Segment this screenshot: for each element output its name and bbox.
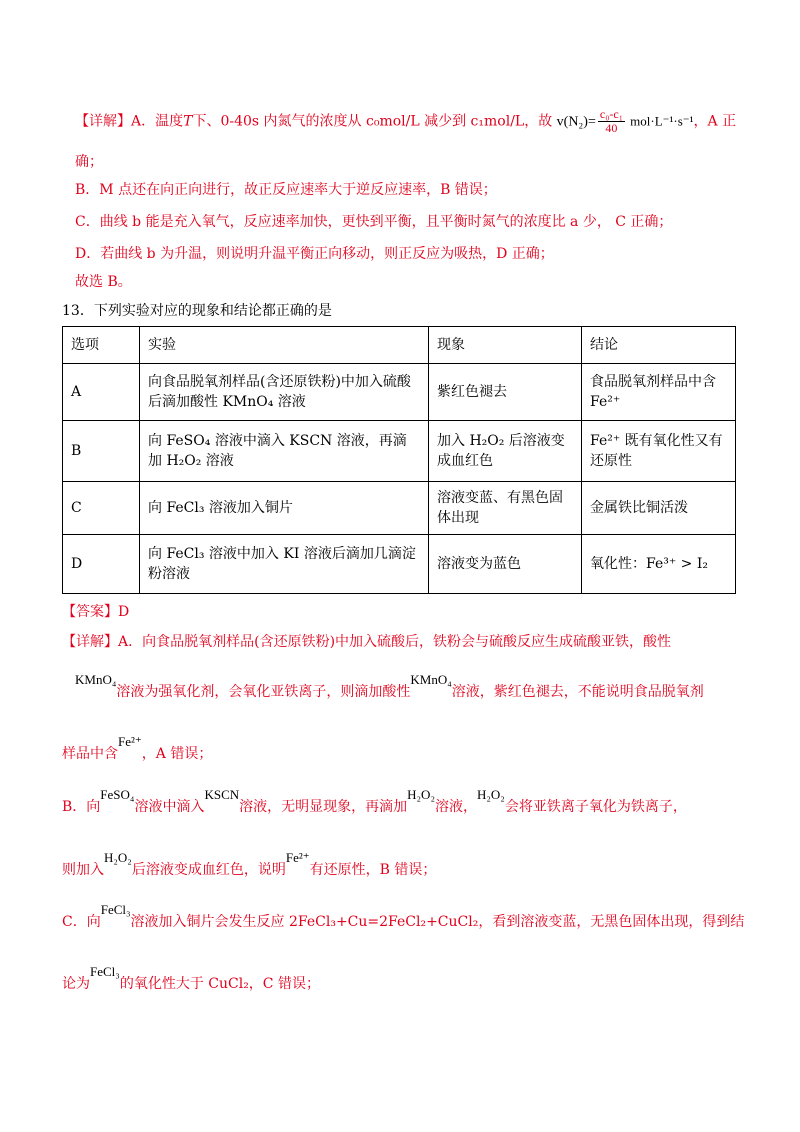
- detail-b-line2: [62, 850, 740, 880]
- row-experiment: 向 FeCl₃ 溶液加入铜片: [140, 482, 429, 535]
- row-experiment: 向 FeSO₄ 溶液中滴入 KSCN 溶液，再滴加 H₂O₂ 溶液: [140, 421, 429, 482]
- explain-a-T: T: [183, 113, 193, 130]
- detail-a-line1: 【详解】A．向食品脱氧剂样品(含还原铁粉)中加入硫酸后，铁粉会与硫酸反应生成硫酸亚铁，酸性: [62, 634, 672, 650]
- row-experiment: 向食品脱氧剂样品(含还原铁粉)中加入硫酸后滴加酸性 KMnO₄ 溶液: [140, 364, 429, 421]
- explain-c-line: C．曲线 b 能是充入氧气，反应速率加快，更快到平衡，且平衡时氮气的浓度比 a 少， C 正确；: [75, 214, 673, 230]
- choose-b-line: 故选 B。: [75, 274, 132, 290]
- detail-b-text: B．向: [62, 799, 101, 815]
- detail-a-text: 溶液，紫红色褪去，不能说明食品脱氧剂: [451, 684, 704, 700]
- row-option: A: [63, 364, 140, 421]
- detail-b-text: 则加入: [62, 862, 104, 878]
- detail-a-text: 样品中含: [62, 746, 118, 762]
- explain-a-prefix: 【详解】A．温度: [75, 113, 184, 130]
- explain-a-cont: 确；: [75, 154, 103, 170]
- row-conclusion: 金属铁比铜活泼: [582, 482, 736, 535]
- table-header-row: [63, 327, 736, 364]
- rate-formula-fraction: [598, 108, 625, 135]
- detail-c-text: 的氧化性大于 CuCl₂，C 错误；: [119, 976, 320, 992]
- row-option: D: [63, 535, 140, 594]
- detail-b-text: 后溶液变成血红色，说明: [131, 862, 286, 878]
- row-option: C: [63, 482, 140, 535]
- explain-d-line: D．若曲线 b 为升温，则说明升温平衡正向移动，则正反应为吸热，D 正确；: [75, 246, 554, 262]
- chem-h2o2: H₂O₂: [476, 787, 505, 802]
- chem-h2o2: H₂O₂: [104, 850, 132, 865]
- table-row: [63, 482, 736, 535]
- row-phenomenon: 溶液变蓝、有黑色固体出现: [429, 482, 582, 535]
- detail-c-line1: [62, 902, 745, 932]
- detail-b-line1: [62, 787, 740, 817]
- chem-kmno4: KMnO₄: [75, 672, 117, 687]
- row-conclusion: 氧化性：Fe³⁺ > I₂: [582, 535, 736, 594]
- detail-b-text: 溶液，: [434, 799, 477, 815]
- detail-a-text: ，A 错误；: [141, 746, 213, 762]
- row-phenomenon: 溶液变为蓝色: [429, 535, 582, 594]
- detail-c-text: 论为: [62, 976, 90, 992]
- detail-a-line2: [75, 672, 740, 702]
- fraction-numerator: c₀-c₁: [599, 107, 623, 121]
- rate-unit: mol·L⁻¹·s⁻¹: [626, 113, 694, 129]
- detail-b-text: 溶液，无明显现象，再滴加: [239, 799, 408, 815]
- detail-c-text: C．向: [62, 914, 101, 930]
- row-conclusion: Fe²⁺ 既有氧化性又有还原性: [582, 421, 736, 482]
- table-row: [63, 535, 736, 594]
- row-phenomenon: 加入 H₂O₂ 后溶液变成血红色: [429, 421, 582, 482]
- row-phenomenon: 紫红色褪去: [429, 364, 582, 421]
- row-option: B: [63, 421, 140, 482]
- header-conclusion: 结论: [582, 327, 736, 364]
- explain-b-line: B．M 点还在向正向进行，故正反应速率大于逆反应速率，B 错误；: [75, 182, 497, 198]
- detail-a-text: 溶液为强氧化剂，会氧化亚铁离子，则滴加酸性: [116, 684, 411, 700]
- detail-b-text: 有还原性，B 错误；: [309, 862, 437, 878]
- table-row: [63, 364, 736, 421]
- detail-b-text: 会将亚铁离子氧化为铁离子，: [504, 799, 687, 815]
- detail-b-text: 溶液中滴入: [134, 799, 205, 815]
- answer-line: 【答案】D: [62, 604, 130, 620]
- chem-kscn: KSCN: [204, 787, 240, 802]
- chem-feso4: FeSO₄: [100, 787, 135, 802]
- chem-fe2plus: Fe²⁺: [118, 734, 142, 749]
- chem-fe2plus: Fe²⁺: [285, 850, 310, 865]
- question-13-title: 13．下列实验对应的现象和结论都正确的是: [62, 303, 332, 319]
- row-experiment: 向 FeCl₃ 溶液中加入 KI 溶液后滴加几滴淀粉溶液: [140, 535, 429, 594]
- chem-fecl3: FeCl₃: [100, 902, 131, 917]
- detail-a-line3: [62, 734, 740, 764]
- header-experiment: 实验: [140, 327, 429, 364]
- explain-a-mid: 下、0-40s 内氮气的浓度从 c₀mol/L 减少到 c₁mol/L，故: [192, 113, 557, 130]
- explain-a-suffix: ，A 正: [693, 113, 737, 130]
- fraction-denominator: 40: [605, 121, 618, 135]
- detail-c-line2: [62, 964, 740, 994]
- experiment-table: [62, 326, 736, 594]
- table-row: [63, 421, 736, 482]
- header-phenomenon: 现象: [429, 327, 582, 364]
- explain-a-line: [75, 108, 740, 135]
- chem-fecl3: FeCl₃: [90, 964, 120, 979]
- chem-kmno4: KMnO₄: [410, 672, 452, 687]
- chem-h2o2: H₂O₂: [407, 787, 435, 802]
- header-option: 选项: [63, 327, 140, 364]
- detail-c-text: 溶液加入铜片会发生反应 2FeCl₃+Cu=2FeCl₂+CuCl₂，看到溶液变蓝，无黑色固体出现，得到结: [130, 914, 745, 930]
- rate-formula-v: v(N₂)=: [556, 114, 596, 130]
- row-conclusion: 食品脱氧剂样品中含 Fe²⁺: [582, 364, 736, 421]
